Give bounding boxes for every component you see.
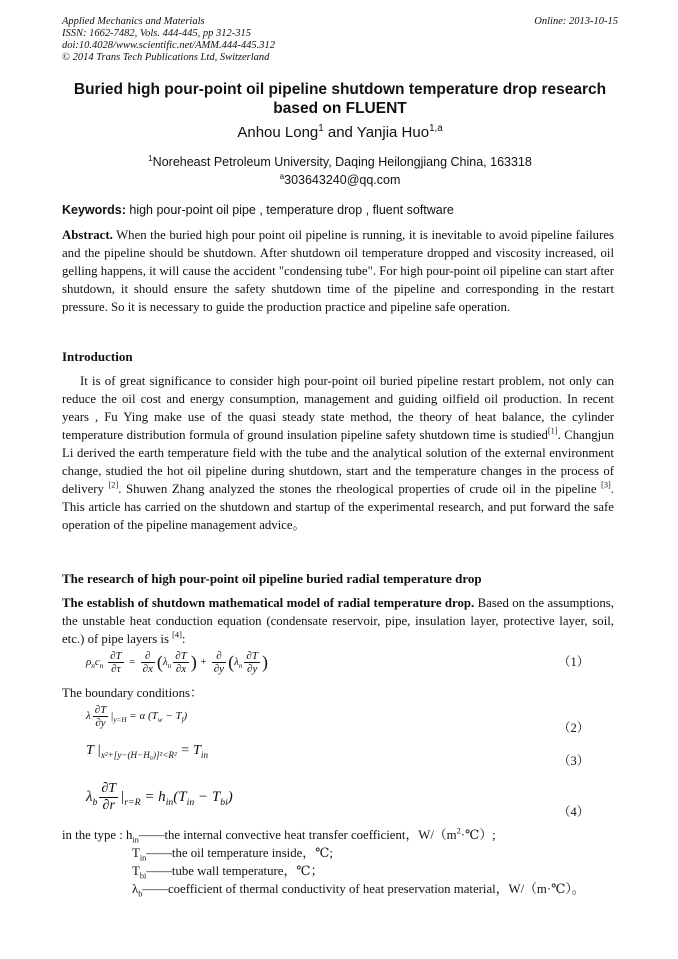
citation-2[interactable]: [2] xyxy=(108,480,119,490)
model-text: Based on the assumptions, the unstable heat conduction equation (condensate reservoir, pipe, insulation layer, protective layer, soil, etc.) of pipe layers is xyxy=(62,596,614,646)
paper-title xyxy=(62,80,618,118)
variable-definitions xyxy=(62,826,622,898)
citation-1[interactable]: [1] xyxy=(547,426,558,436)
model-colon: : xyxy=(181,632,186,646)
equation-2-number: （2） xyxy=(558,721,590,735)
doi-line[interactable]: doi:10.4028/www.scientific.net/AMM.444-445.312 xyxy=(62,40,275,51)
equation-2: λ $\frac{\partial T}{\partial y}$ $|_{y=H} = \alpha$ $(T_w - T_f)$ xyxy=(86,704,188,729)
online-date: Online: 2013-10-15 xyxy=(534,16,618,27)
citation-4[interactable]: [4] xyxy=(172,630,182,640)
affil-marker-1: 1 xyxy=(148,153,153,163)
affil-marker-a: a xyxy=(279,171,285,181)
copyright-line: © 2014 Trans Tech Publications Ltd, Switzerland xyxy=(62,52,270,63)
title-line-2: based on FLUENT xyxy=(273,100,407,117)
author-2: Yanjia Huo xyxy=(356,124,430,141)
boundary-conditions-label: The boundary conditions： xyxy=(62,686,203,700)
author-line xyxy=(62,124,618,141)
affiliation xyxy=(62,153,618,189)
affil-address: Noreheast Petroleum University, Daqing Heilongjiang China, 163318 xyxy=(152,155,532,169)
equation-1-number: （1） xyxy=(558,655,590,669)
subsection-lead: The establish of shutdown mathematical model of radial temperature drop. xyxy=(62,596,475,610)
equation-3: T $|_{x^2+[y-(H-H_0)]^2<R^2} = T_{in}$ xyxy=(86,743,208,760)
model-paragraph xyxy=(62,594,614,648)
keywords-text: high pour-point oil pipe , temperature drop , fluent software xyxy=(125,203,454,217)
equation-4-number: （4） xyxy=(558,805,590,819)
intro-text-1: It is of great significance to consider high pour-point oil buried pipeline restart problem, not only can reduce the oil cost and energy consumption, management and guiding oilfield oil production. In recent years , Fu Ying make use of the quasi steady state method, the theory of heat balance, the cylinder temperature distribution formula of ground insulation pipeline safety shutdown time is studied xyxy=(62,374,614,442)
keywords-label: Keywords: xyxy=(62,203,126,217)
author-1-affil: 1 xyxy=(318,123,324,134)
introduction-heading: Introduction xyxy=(62,349,133,364)
citation-3[interactable]: [3] xyxy=(601,480,611,490)
title-line-1: Buried high pour-point oil pipeline shutdown temperature drop research xyxy=(73,81,607,98)
keywords xyxy=(62,203,618,217)
abstract-label: Abstract. xyxy=(62,228,113,242)
section-heading: The research of high pour-point oil pipeline buried radial temperature drop xyxy=(62,571,482,586)
intro-text-2: . Changjun Li derived the earth temperature field with the tube and the analytical solution of the external environment change, studied the hot oil pipeline during shutdown, start and the temperature changes in the process of delivery xyxy=(62,428,614,496)
equation-4: $\lambda_b$ $\frac{\partial T}{\partial r}$ $|_{r=R} = h_{in}(T_{in} - T_{bi})$ xyxy=(86,781,233,813)
intro-text-3: . Shuwen Zhang analyzed the stones the rheological properties of crude oil in the pipeline xyxy=(118,482,602,496)
author-2-affil: 1,a xyxy=(429,123,443,134)
author-1: Anhou Long xyxy=(237,124,319,141)
equation-1: $\rho_nc_n$ $\frac{\partial T}{\partial\tau}$ = $\frac{\partial}{\partial x}$ ($\lambda_n$ $\frac{\partial T}{\partial x}$ ) + $\frac{\partial}{\partial y}$ ($\lambda_n$ $\frac{\partial T}{\partial y}$ ) xyxy=(86,650,268,675)
definition-tbi: $T_{bi}——tube$ wall temperature，℃； xyxy=(132,864,324,881)
definition-lambda-b: $\lambda_b——coefficient$ of thermal conductivity of heat preservation material，W/（m·℃）。 xyxy=(132,882,585,899)
journal-header xyxy=(62,16,618,64)
definition-tin: $T_{in}——the$ oil temperature inside，℃; xyxy=(132,846,333,863)
abstract-text: When the buried high pour point oil pipeline is running, it is inevitable to avoid pipeline failures and the pipeline should be shutdown. After shutdown oil temperature dropped and viscosity increased, oil gelling happens, it will cause the accident "condensing tube". For high pour-point oil pipeline can start after shutdown, it should ensure the safety shutdown time of the pipeline and corresponding in the restart pressure. So it is necessary to guide the production practice and pipeline safe operation. xyxy=(62,228,614,314)
intro-text-4: . This article has carried on the shutdown and startup of the experimental research, and put forward the safe operation of the pipeline management advice。 xyxy=(62,482,614,532)
author-email[interactable]: 303643240@qq.com xyxy=(284,173,401,187)
issn-line: ISSN: 1662-7482, Vols. 444-445, pp 312-315 xyxy=(62,28,251,39)
abstract xyxy=(62,226,614,316)
introduction-paragraph xyxy=(62,372,614,534)
journal-name: Applied Mechanics and Materials xyxy=(62,16,205,27)
equation-3-number: （3） xyxy=(558,754,590,768)
author-and: and xyxy=(323,124,357,141)
definition-hin: in the type : $h_{in}——the$ internal convective heat transfer coefficient，$W/(m^2\cdot℃)$; xyxy=(62,826,496,845)
